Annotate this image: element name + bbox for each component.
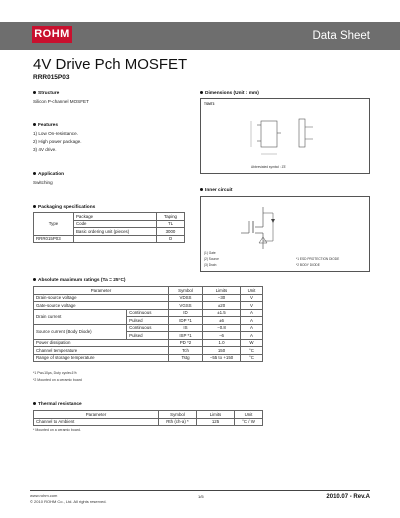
part-label: RRR015P03 <box>34 235 74 243</box>
structure-text: Silicon P-channel MOSFET <box>33 99 89 104</box>
package-name: TSMT3 <box>204 102 215 106</box>
page-title: 4V Drive Pch MOSFET <box>33 56 188 73</box>
type-label: Type <box>34 213 74 236</box>
dimensions-heading: Dimensions (Unit : mm) <box>200 91 259 96</box>
features-heading: Features <box>33 123 58 128</box>
mosfet-symbol-icon <box>201 197 371 273</box>
revision-date: 2010.07 - Rev.A <box>326 494 370 500</box>
col-parameter: Parameter <box>34 287 169 295</box>
bullet-icon <box>33 278 36 281</box>
table-row: Pulsed IDP *1 ±6 A <box>34 317 263 325</box>
bullet-icon <box>33 91 36 94</box>
esd-note: *1 ESD PROTECTION DIODE <box>296 257 340 261</box>
col-unit: Unit <box>241 287 263 295</box>
thermal-table <box>33 410 263 426</box>
application-heading: Application <box>33 172 64 177</box>
abs-max-note-2: *2 Mounted on a ceramic board <box>33 378 82 382</box>
abs-max-note-1: *1 Pw≤10μs, Duty cycle≤1% <box>33 371 77 375</box>
doc-type-label: Data Sheet <box>312 30 370 42</box>
packaging-table <box>33 212 185 243</box>
page-number: 1/5 <box>198 494 204 499</box>
bullet-icon <box>33 205 36 208</box>
bullet-icon <box>33 172 36 175</box>
bullet-icon <box>200 91 203 94</box>
thermal-note: * Mounted on a ceramic board. <box>33 428 81 432</box>
inner-circuit-heading: Inner circuit <box>200 188 232 193</box>
abs-max-table <box>33 286 263 362</box>
structure-heading: Structure <box>33 91 59 96</box>
col-limits: Limits <box>203 287 241 295</box>
footer-copyright: © 2010 ROHM Co., Ltd. All rights reserved. <box>30 499 107 504</box>
feature-item: 1) Low On-resistance. <box>33 131 78 136</box>
application-text: Switching <box>33 180 53 185</box>
feature-item: 3) 4V drive. <box>33 147 57 152</box>
code-label: Code <box>74 220 157 228</box>
table-row: Power dissipation PD *2 1.0 W <box>34 339 263 347</box>
bullet-icon <box>33 123 36 126</box>
ordering-unit-label: Basic ordering unit (pieces) <box>74 228 157 236</box>
package-outline-icon <box>201 99 371 175</box>
col-symbol: Symbol <box>159 411 197 419</box>
ordering-unit-value: 3000 <box>157 228 185 236</box>
footer-site[interactable]: www.rohm.com <box>30 493 58 498</box>
rohm-logo: ROHM <box>32 26 72 43</box>
table-row: Channel temperature Tch 150 °C <box>34 347 263 355</box>
bullet-icon <box>200 188 203 191</box>
feature-item: 2) High power package. <box>33 139 82 144</box>
packaging-heading: Packaging specifications <box>33 205 95 210</box>
legend-drain: (3) Drain <box>204 263 217 267</box>
taping-label: Taping <box>157 213 185 221</box>
dimensions-diagram <box>200 98 370 174</box>
table-row: Range of storage temperature Tstg −55 to +150 °C <box>34 354 263 362</box>
table-row: Channel to Ambient Rth (ch-a) * 125 °C / W <box>34 418 263 426</box>
legend-source: (2) Source <box>204 257 219 261</box>
col-unit: Unit <box>235 411 263 419</box>
abbreviated-symbol: Abbreviated symbol : ZE <box>251 165 286 169</box>
col-limits: Limits <box>197 411 235 419</box>
part-number: RRR015P03 <box>33 74 70 81</box>
package-label: Package <box>74 213 157 221</box>
table-row: Pulsed ISP *1 −6 A <box>34 332 263 340</box>
availability-mark: O <box>157 235 185 243</box>
code-value: TL <box>157 220 185 228</box>
table-row: Drain-source voltage VDSS −30 V <box>34 294 263 302</box>
thermal-heading: Thermal resistance <box>33 402 82 407</box>
table-row: Drain current Continuous ID ±1.5 A <box>34 309 263 317</box>
col-symbol: Symbol <box>169 287 203 295</box>
table-row: Gate-source voltage VGSS ±20 V <box>34 302 263 310</box>
inner-circuit-diagram <box>200 196 370 272</box>
bullet-icon <box>33 402 36 405</box>
table-row: Source current (Body Diode) Continuous IS −0.8 A <box>34 324 263 332</box>
col-parameter: Parameter <box>34 411 159 419</box>
body-diode-note: *2 BODY DIODE <box>296 263 320 267</box>
legend-gate: (1) Gate <box>204 251 216 255</box>
footer-divider <box>30 490 370 491</box>
abs-max-heading: Absolute maximum ratings (Ta = 25°C) <box>33 278 126 283</box>
